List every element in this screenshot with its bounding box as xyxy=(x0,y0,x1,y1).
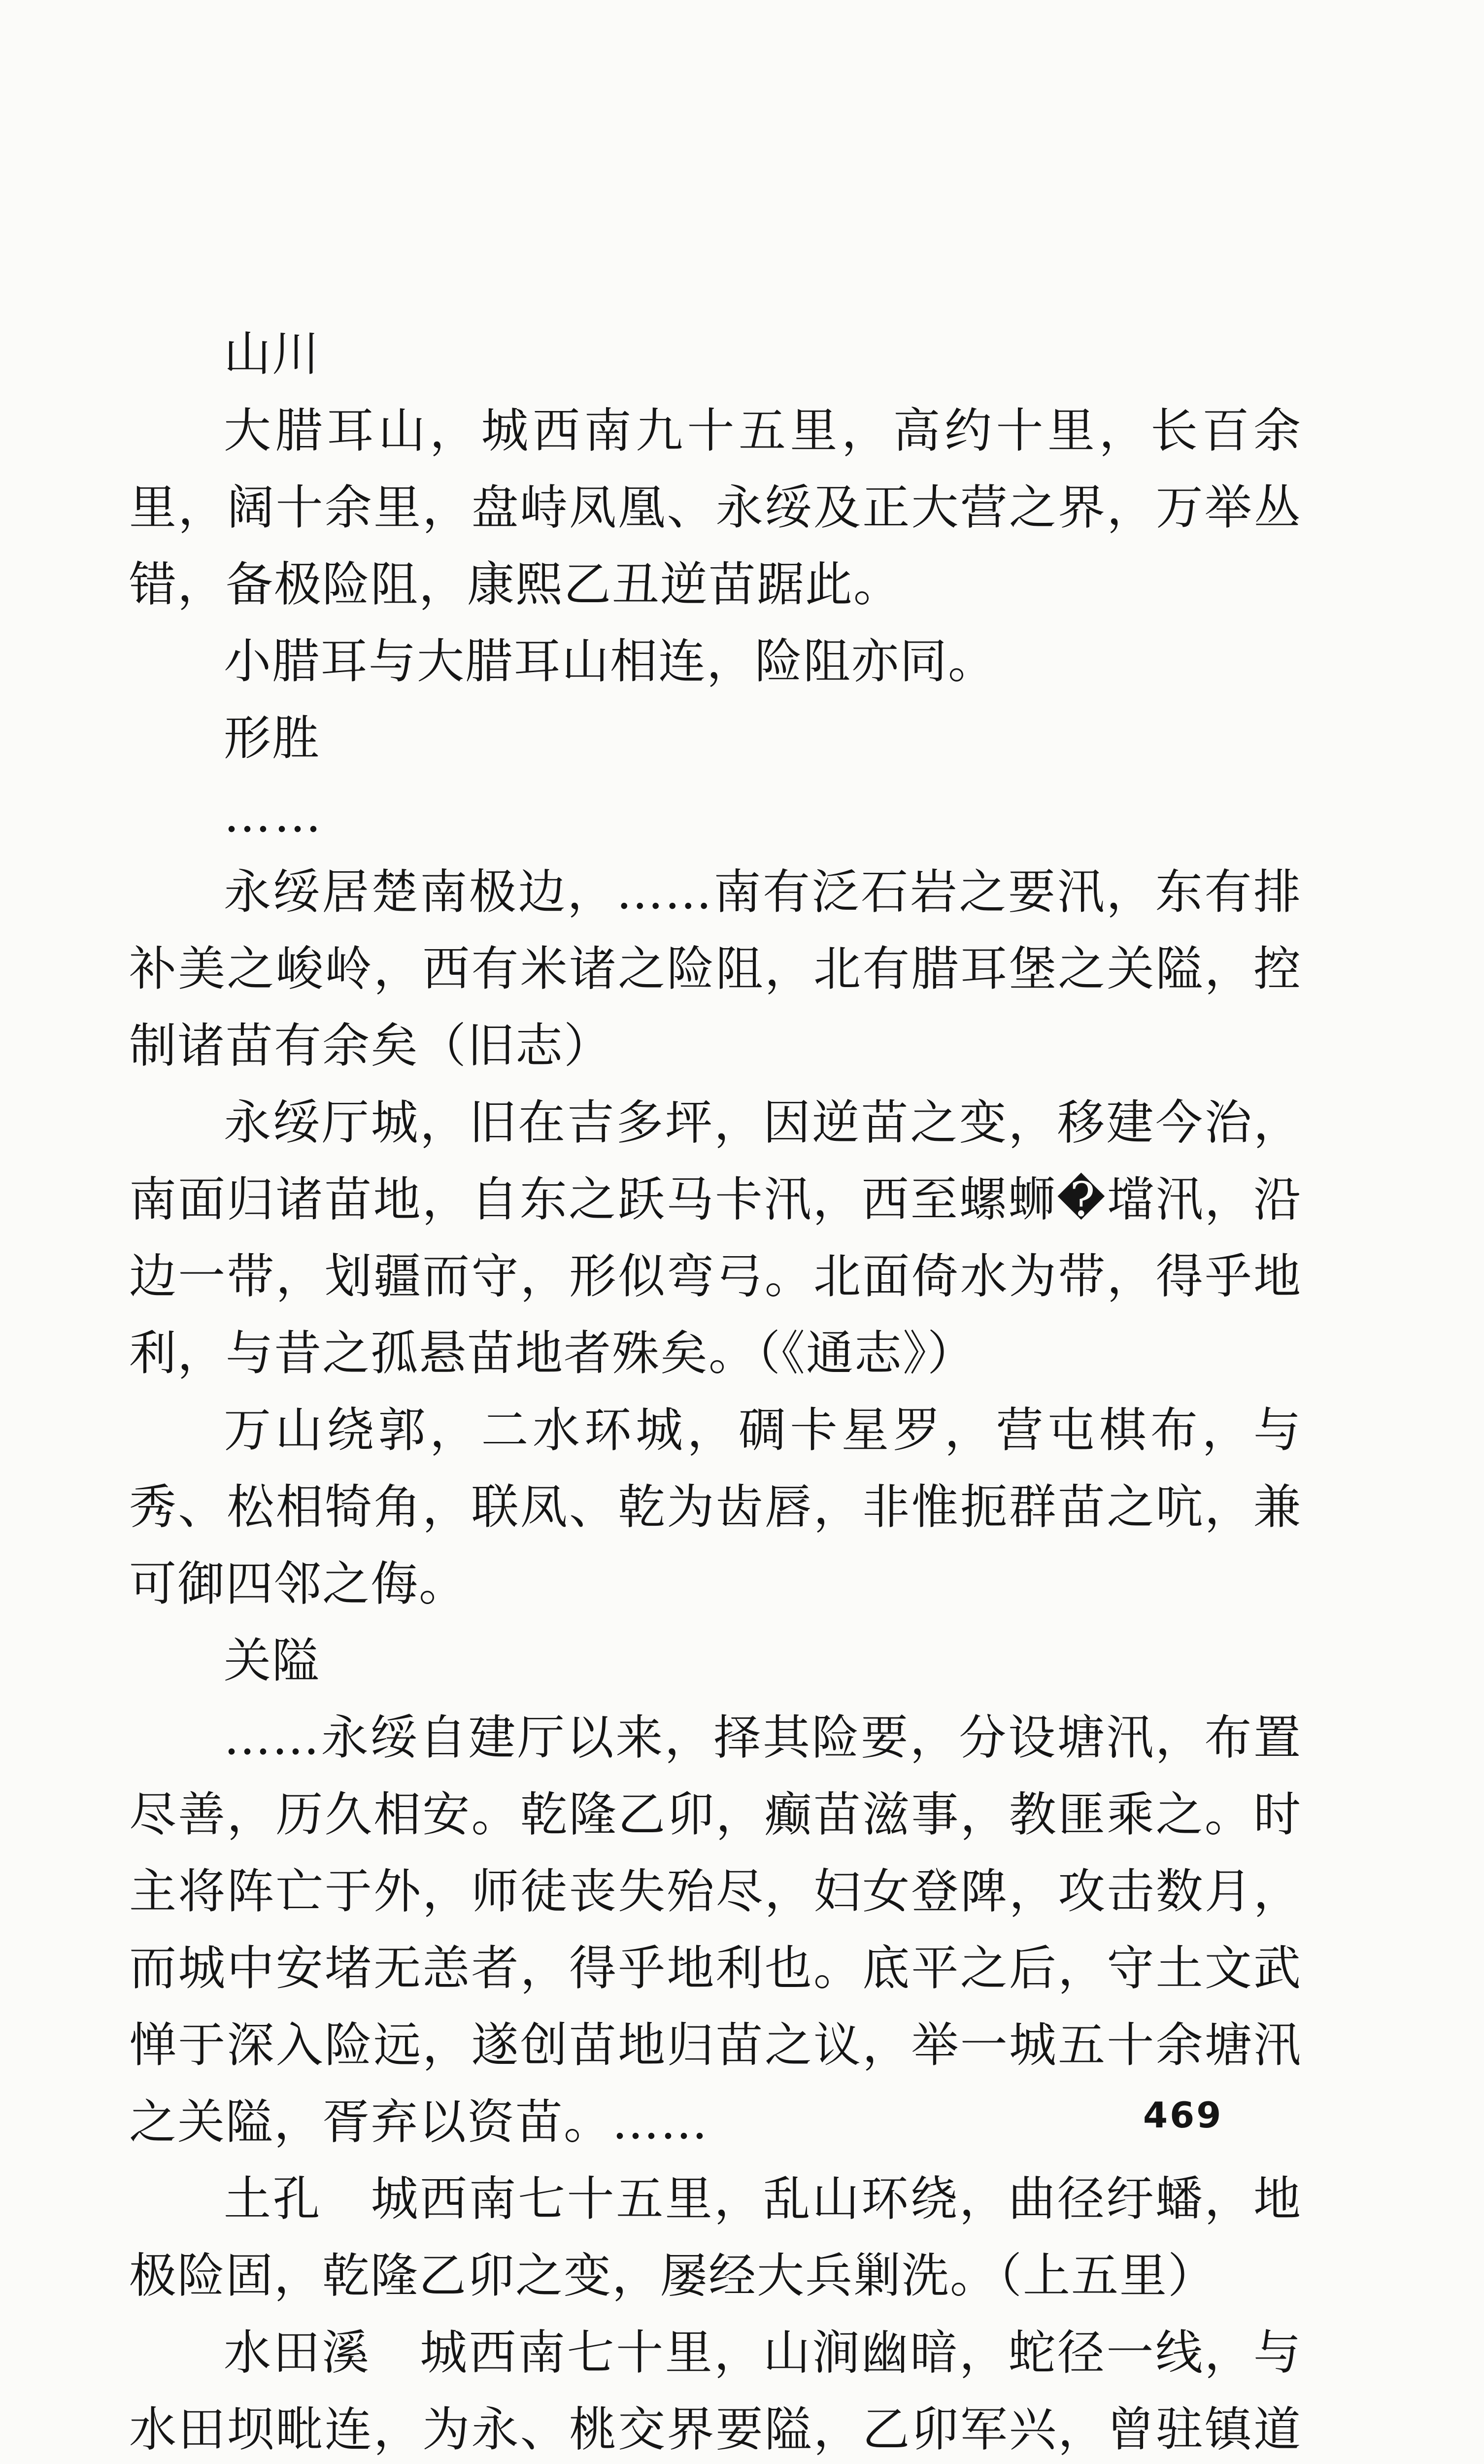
section-heading-guanai: 关隘 xyxy=(224,1633,320,1688)
paragraph: 小腊耳与大腊耳山相连，险阻亦同。 xyxy=(224,634,996,689)
section-heading-xingsheng: 形胜 xyxy=(224,711,320,766)
paragraph: 永绥居楚南极边，……南有泛石岩之要汛，东有排补美之峻岭，西有米诸之险阻，北有腊耳堡之关隘，控制诸苗有余矣（旧志） xyxy=(129,864,1302,1073)
paragraph: 水田溪 城西南七十里，山涧幽暗，蛇径一线，与水田坝毗连，为永、桃交界要隘，乙卯军兴，曾驻镇道 xyxy=(129,2325,1302,2457)
body-text xyxy=(129,315,1302,2464)
section-heading-shanchuan: 山川 xyxy=(224,326,320,381)
paragraph: ……永绥自建厅以来，择其险要，分设塘汛，布置尽善，历久相安。乾隆乙卯，癫苗滋事，教匪乘之。时主将阵亡于外，师徒丧失殆尽，妇女登陴，攻击数月，而城中安堵无恙者，得乎地利也。底平之后，守土文武惮于深入险远，遂创苗地归苗之议，举一城五十余塘汛之关隘，胥弃以资苗。…… xyxy=(129,1710,1302,2150)
paragraph: 土孔 城西南七十五里，乱山环绕，曲径纡蟠，地极险固，乾隆乙卯之变，屡经大兵剿洗。（上五里） xyxy=(129,2171,1302,2303)
paragraph: 大腊耳山，城西南九十五里，高约十里，长百余里，阔十余里，盘峙凤凰、永绥及正大营之界，万举丛错，备极险阻，康熙乙丑逆苗踞此。 xyxy=(129,403,1302,612)
ellipsis-line: …… xyxy=(224,787,324,843)
page-number: 469 xyxy=(1143,2094,1223,2136)
paragraph: 永绥厅城，旧在吉多坪，因逆苗之变，移建今治，南面归诸苗地，自东之跃马卡汛，西至螺蛳�壋汛，沿边一带，划疆而守，形似弯弓。北面倚水为带，得乎地利，与昔之孤悬苗地者殊矣。（《通志》） xyxy=(129,1095,1302,1381)
paragraph: 万山绕郭，二水环城，碉卡星罗，营屯棋布，与秀、松相犄角，联凤、乾为齿唇，非惟扼群苗之吭，兼可御四邻之侮。 xyxy=(129,1403,1302,1611)
